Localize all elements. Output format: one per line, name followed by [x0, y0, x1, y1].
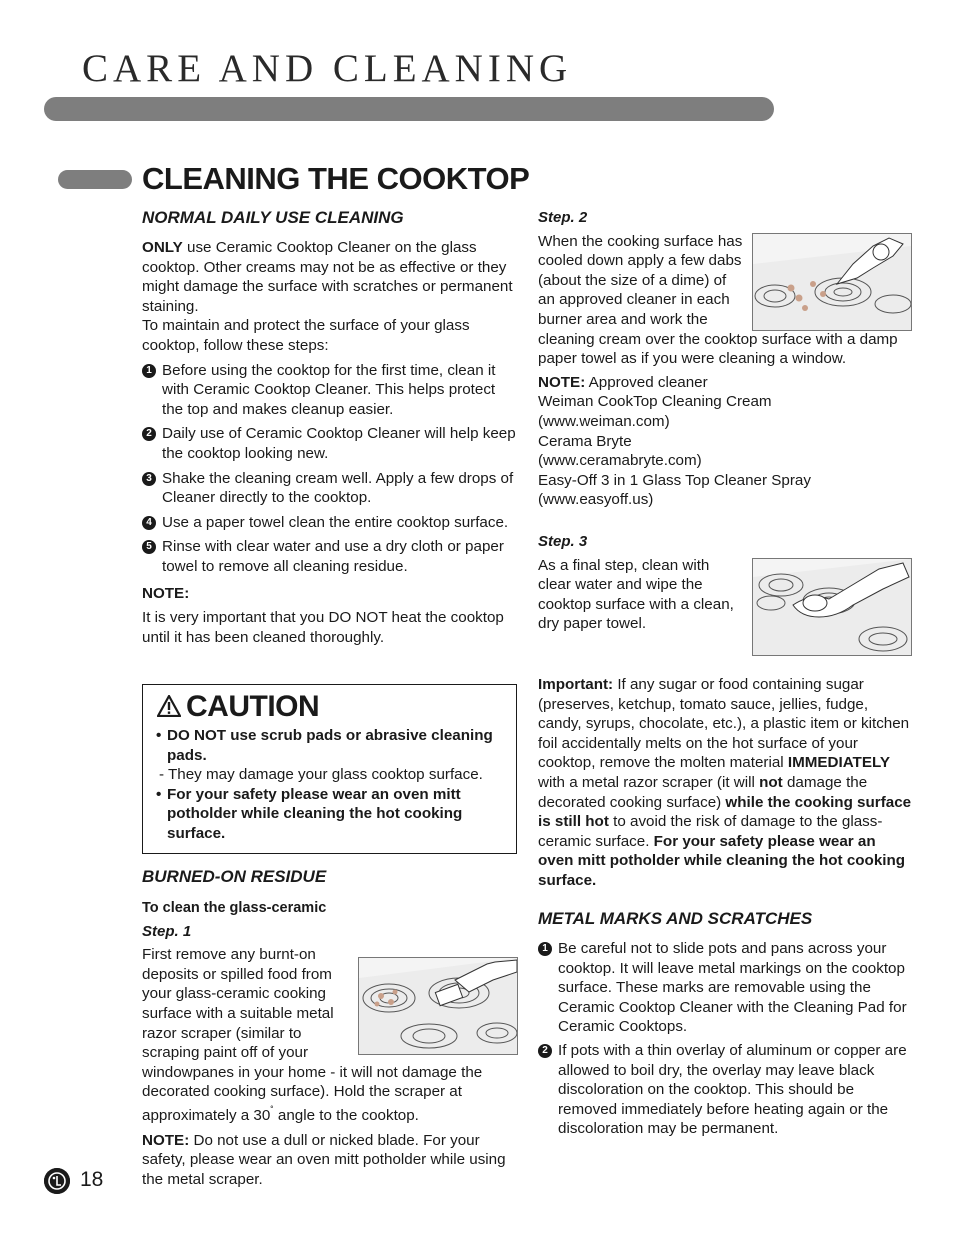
section-pill: [58, 170, 132, 189]
step1-text-rest: windowpanes in your home - it will not damage the decorated cooking surface). Hold the scraper at approximately a 30˚ angle to the cooktop.: [142, 1063, 483, 1124]
lg-logo-icon: [44, 1168, 70, 1194]
approved-cleaner-line: (www.weiman.com): [538, 412, 670, 430]
cream-application-illustration: [752, 233, 912, 331]
list-item: 1 Be careful not to slide pots and pans across your cooktop. It will leave metal markings on the cooktop surface. These marks are removable using the Ceramic Cooktop Cleaner with the Cleaning Pad for Ceramic Cooktops.: [538, 939, 912, 1037]
number-badge: 5: [142, 540, 156, 554]
normal-intro: ONLY use Ceramic Cooktop Cleaner on the glass cooktop. Other creams may not be as effective or they might damage the surface with scratches or permanent staining.: [142, 239, 513, 315]
burned-note: NOTE: Do not use a dull or nicked blade. For your safety, please wear an oven mitt potholder while using the metal scraper.: [142, 1131, 506, 1188]
metal-marks-heading: METAL MARKS AND SCRATCHES: [538, 909, 813, 928]
caution-list: [150, 726, 506, 844]
step2-text-lines: When the cooking surface has cooled down apply a few dabs (about the size of a dime) of an approved cleaner in each burner area and work the: [538, 232, 743, 328]
approved-cleaner-line: Easy-Off 3 in 1 Glass Top Cleaner Spray: [538, 471, 811, 489]
caution-item1-sub: - They may damage your glass cooktop surface.: [159, 766, 483, 784]
wiping-illustration: [752, 558, 912, 656]
scraper-illustration: [358, 957, 518, 1055]
number-badge: 2: [142, 427, 156, 441]
page-header-title: CARE AND CLEANING: [82, 47, 573, 90]
number-badge: 1: [538, 942, 552, 956]
normal-cleaning-heading: NORMAL DAILY USE CLEANING: [142, 208, 404, 227]
list-item: 1 Before using the cooktop for the first time, clean it with Ceramic Cooktop Cleaner. This helps protect the top and makes cleanup easier.: [142, 361, 517, 420]
lg-logo: [44, 1168, 70, 1194]
approved-cleaner-line: (www.ceramabryte.com): [538, 452, 702, 470]
approved-cleaner-line: Cerama Bryte: [538, 432, 632, 450]
burned-sub: To clean the glass-ceramic: [142, 900, 327, 916]
list-item: 2 If pots with a thin overlay of aluminum or copper are allowed to boil dry, the overlay may leave black discoloration on the cooktop. This should be removed immediately before heating again or the discoloration may be permanent.: [538, 1041, 912, 1139]
normal-intro2: To maintain and protect the surface of your glass cooktop, follow these steps:: [142, 317, 470, 354]
caution-box: [142, 684, 517, 854]
normal-steps-list: [142, 361, 517, 577]
step3-text-lines: As a final step, clean with clear water and wipe the cooktop surface with a clean, dry paper towel.: [538, 556, 734, 633]
section-title: CLEANING THE COOKTOP: [142, 161, 530, 196]
list-item: 4 Use a paper towel clean the entire cooktop surface.: [142, 513, 517, 533]
list-item: 2 Daily use of Ceramic Cooktop Cleaner will help keep the cooktop looking new.: [142, 424, 517, 463]
step1-label: Step. 1: [142, 922, 192, 940]
normal-note-text: It is very important that you DO NOT heat the cooktop until it has been cleaned thoroughly.: [142, 609, 504, 646]
burned-residue-heading: BURNED-ON RESIDUE: [142, 867, 327, 886]
number-badge: 3: [142, 472, 156, 486]
step3-label: Step. 3: [538, 533, 588, 550]
metal-marks-section: [538, 908, 912, 1139]
list-item: • For your safety please wear an oven mitt potholder while cleaning the hot cooking surface.: [156, 785, 463, 842]
warning-icon: [157, 695, 181, 717]
step2-note: NOTE: Approved cleaner: [538, 373, 708, 391]
important-paragraph: Important: If any sugar or food containing sugar (preserves, ketchup, tomato sauce, jellies, fudge, candy, syrups, chocolate, etc.), a plastic item or kitchen foil accidentally melts on the hot surface of your cooktop, remove the molten material IMMEDIATELY with a metal razor scraper (it will not damage the decorated cooking surface) while the cooking surface is still hot to avoid the risk of damage to the glass-ceramic surface. For your safety please wear an oven mitt potholder while cleaning the hot cooking surface.: [538, 676, 912, 889]
number-badge: 1: [142, 364, 156, 378]
step1-text-lines: First remove any burnt-on deposits or spilled food from your glass-ceramic cooking surface with a suitable metal razor scraper (similar to scraping paint off of your: [142, 946, 334, 1062]
step2-text-rest: cleaning cream over the cooktop surface with a damp paper towel as if you were cleaning a window.: [538, 330, 898, 368]
normal-cleaning-section: [142, 207, 517, 647]
number-badge: 4: [142, 516, 156, 530]
page-number: 18: [80, 1168, 104, 1191]
header-bar: [44, 97, 774, 121]
number-badge: 2: [538, 1044, 552, 1058]
approved-cleaner-line: (www.easyoff.us): [538, 491, 654, 509]
normal-note-label: NOTE:: [142, 584, 190, 602]
caution-title: CAUTION: [186, 690, 320, 723]
metal-marks-list: [538, 939, 912, 1139]
list-item: • DO NOT use scrub pads or abrasive cleaning pads.: [156, 727, 493, 764]
list-item: 3 Shake the cleaning cream well. Apply a few drops of Cleaner directly to the cooktop.: [142, 469, 517, 508]
step2-label: Step. 2: [538, 209, 588, 226]
list-item: 5 Rinse with clear water and use a dry cloth or paper towel to remove all cleaning residue.: [142, 537, 517, 576]
approved-cleaner-line: Weiman CookTop Cleaning Cream: [538, 393, 772, 411]
